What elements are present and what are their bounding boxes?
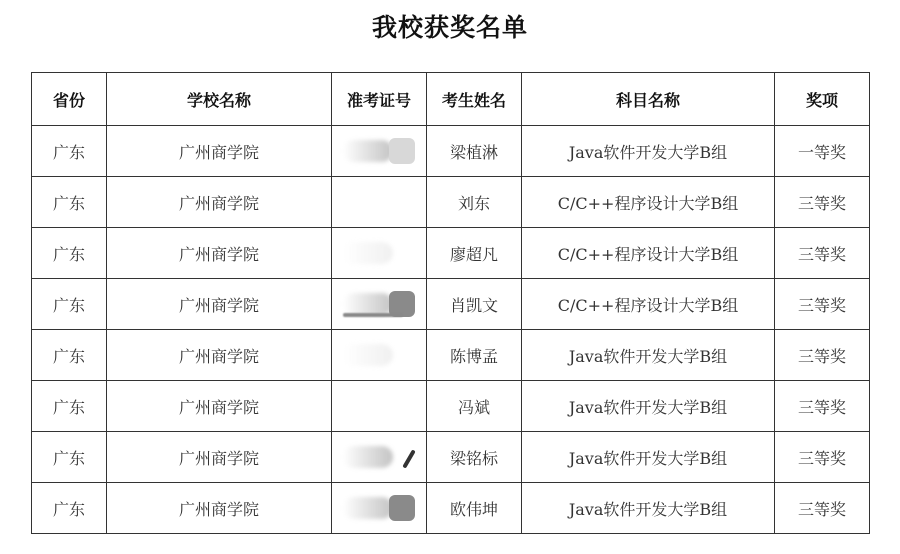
- cell-award: 三等奖: [775, 483, 870, 534]
- redacted-ticket-number: [341, 341, 417, 369]
- header-ticket: 准考证号: [332, 73, 427, 126]
- page-title: 我校获奖名单: [371, 13, 528, 42]
- cell-award: 三等奖: [775, 228, 870, 279]
- redacted-ticket-number: [341, 443, 417, 471]
- cell-name: 廖超凡: [427, 228, 522, 279]
- cell-province: 广东: [32, 330, 107, 381]
- cell-province: 广东: [32, 483, 107, 534]
- cell-name: 梁植淋: [427, 126, 522, 177]
- cell-subject: C/C++程序设计大学B组: [522, 228, 775, 279]
- table-row: [32, 330, 870, 381]
- cell-award: 三等奖: [775, 330, 870, 381]
- cell-school: 广州商学院: [107, 381, 332, 432]
- header-province: 省份: [32, 73, 107, 126]
- redacted-ticket-number: [341, 290, 417, 318]
- cell-school: 广州商学院: [107, 483, 332, 534]
- table-row: [32, 432, 870, 483]
- table-row: [32, 381, 870, 432]
- cell-subject: C/C++程序设计大学B组: [522, 177, 775, 228]
- cell-province: 广东: [32, 228, 107, 279]
- cell-ticket: [332, 432, 427, 483]
- table-row: [32, 279, 870, 330]
- cell-ticket: [332, 381, 427, 432]
- cell-province: 广东: [32, 177, 107, 228]
- table-row: [32, 177, 870, 228]
- cell-name: 刘东: [427, 177, 522, 228]
- cell-province: 广东: [32, 381, 107, 432]
- cell-province: 广东: [32, 279, 107, 330]
- cell-award: 三等奖: [775, 381, 870, 432]
- table-row: [32, 483, 870, 534]
- cell-subject: Java软件开发大学B组: [522, 381, 775, 432]
- cell-province: 广东: [32, 432, 107, 483]
- cell-name: 肖凯文: [427, 279, 522, 330]
- cell-name: 冯斌: [427, 381, 522, 432]
- cell-subject: C/C++程序设计大学B组: [522, 279, 775, 330]
- cell-school: 广州商学院: [107, 432, 332, 483]
- cell-subject: Java软件开发大学B组: [522, 483, 775, 534]
- redacted-ticket-number: [341, 494, 417, 522]
- cell-province: 广东: [32, 126, 107, 177]
- cell-award: 三等奖: [775, 177, 870, 228]
- cell-award: 三等奖: [775, 279, 870, 330]
- header-award: 奖项: [775, 73, 870, 126]
- header-name: 考生姓名: [427, 73, 522, 126]
- cell-award: 一等奖: [775, 126, 870, 177]
- awards-table: [31, 72, 870, 534]
- cell-name: 梁铭标: [427, 432, 522, 483]
- cell-ticket: [332, 177, 427, 228]
- header-subject: 科目名称: [522, 73, 775, 126]
- cell-name: 陈博孟: [427, 330, 522, 381]
- cell-school: 广州商学院: [107, 279, 332, 330]
- cell-subject: Java软件开发大学B组: [522, 432, 775, 483]
- cell-subject: Java软件开发大学B组: [522, 126, 775, 177]
- cell-school: 广州商学院: [107, 177, 332, 228]
- cell-school: 广州商学院: [107, 126, 332, 177]
- redacted-ticket-number: [341, 239, 417, 267]
- cell-ticket: [332, 126, 427, 177]
- table-row: [32, 126, 870, 177]
- redacted-ticket-number: [341, 137, 417, 165]
- cell-ticket: [332, 330, 427, 381]
- table-header-row: [32, 73, 870, 126]
- cell-ticket: [332, 483, 427, 534]
- cell-name: 欧伟坤: [427, 483, 522, 534]
- table-row: [32, 228, 870, 279]
- cell-school: 广州商学院: [107, 228, 332, 279]
- cell-ticket: [332, 279, 427, 330]
- cell-school: 广州商学院: [107, 330, 332, 381]
- cell-ticket: [332, 228, 427, 279]
- cell-award: 三等奖: [775, 432, 870, 483]
- cell-subject: Java软件开发大学B组: [522, 330, 775, 381]
- header-school: 学校名称: [107, 73, 332, 126]
